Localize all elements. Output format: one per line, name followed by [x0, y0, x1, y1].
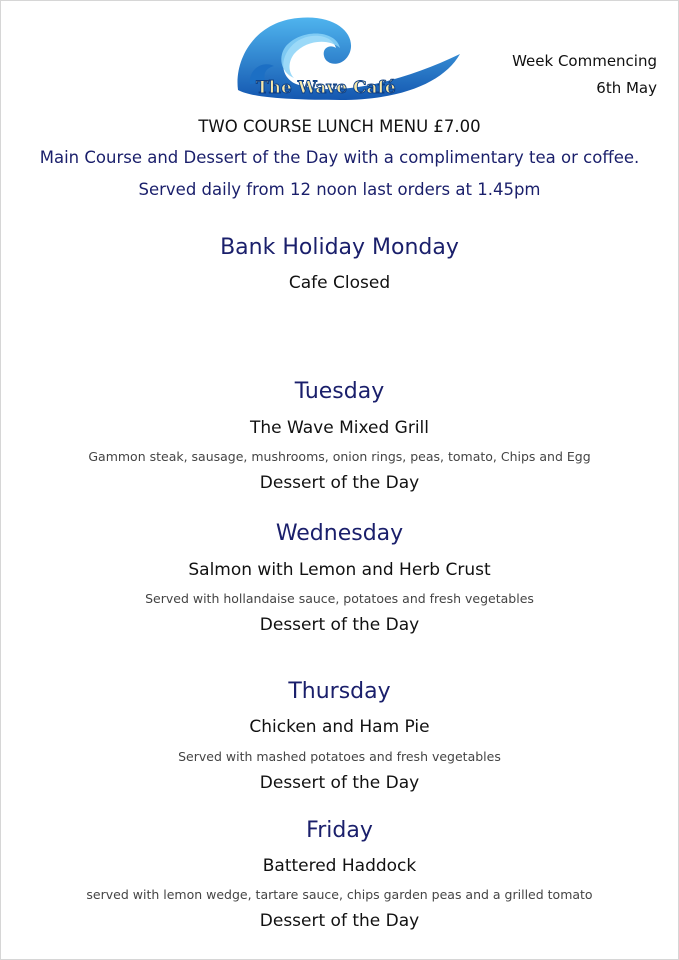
week-commencing: [512, 48, 657, 102]
day-heading-monday: Bank Holiday Monday: [220, 235, 459, 260]
tuesday-dish: The Wave Mixed Grill: [250, 418, 429, 438]
intro-line-2: Served daily from 12 noon last orders at 1.45pm: [138, 180, 541, 199]
day-heading-thursday: Thursday: [288, 679, 391, 704]
day-heading-friday: Friday: [306, 818, 373, 843]
friday-description: served with lemon wedge, tartare sauce, chips garden peas and a grilled tomato: [86, 887, 593, 902]
logo-text: The Wave Café: [256, 78, 396, 98]
wave-cafe-logo: [232, 12, 464, 104]
day-heading-wednesday: Wednesday: [275, 521, 404, 546]
thursday-dish: Chicken and Ham Pie: [249, 717, 430, 737]
wednesday-description: Served with hollandaise sauce, potatoes and fresh vegetables: [145, 591, 534, 606]
menu-title: TWO COURSE LUNCH MENU £7.00: [198, 117, 481, 136]
friday-dish: Battered Haddock: [262, 856, 417, 876]
tuesday-description: Gammon steak, sausage, mushrooms, onion rings, peas, tomato, Chips and Egg: [88, 449, 591, 464]
wednesday-dessert: Dessert of the Day: [259, 615, 420, 635]
tuesday-dessert: Dessert of the Day: [259, 473, 420, 493]
week-label: Week Commencing: [512, 52, 657, 70]
intro-line-1: Main Course and Dessert of the Day with a complimentary tea or coffee.: [39, 148, 640, 167]
wave-logo-icon: [232, 12, 464, 104]
thursday-description: Served with mashed potatoes and fresh vegetables: [178, 749, 501, 764]
thursday-dessert: Dessert of the Day: [259, 773, 420, 793]
monday-status: Cafe Closed: [288, 273, 391, 293]
day-heading-tuesday: Tuesday: [294, 379, 385, 404]
friday-dessert: Dessert of the Day: [259, 911, 420, 931]
week-date: 6th May: [596, 79, 657, 97]
wednesday-dish: Salmon with Lemon and Herb Crust: [188, 560, 491, 580]
